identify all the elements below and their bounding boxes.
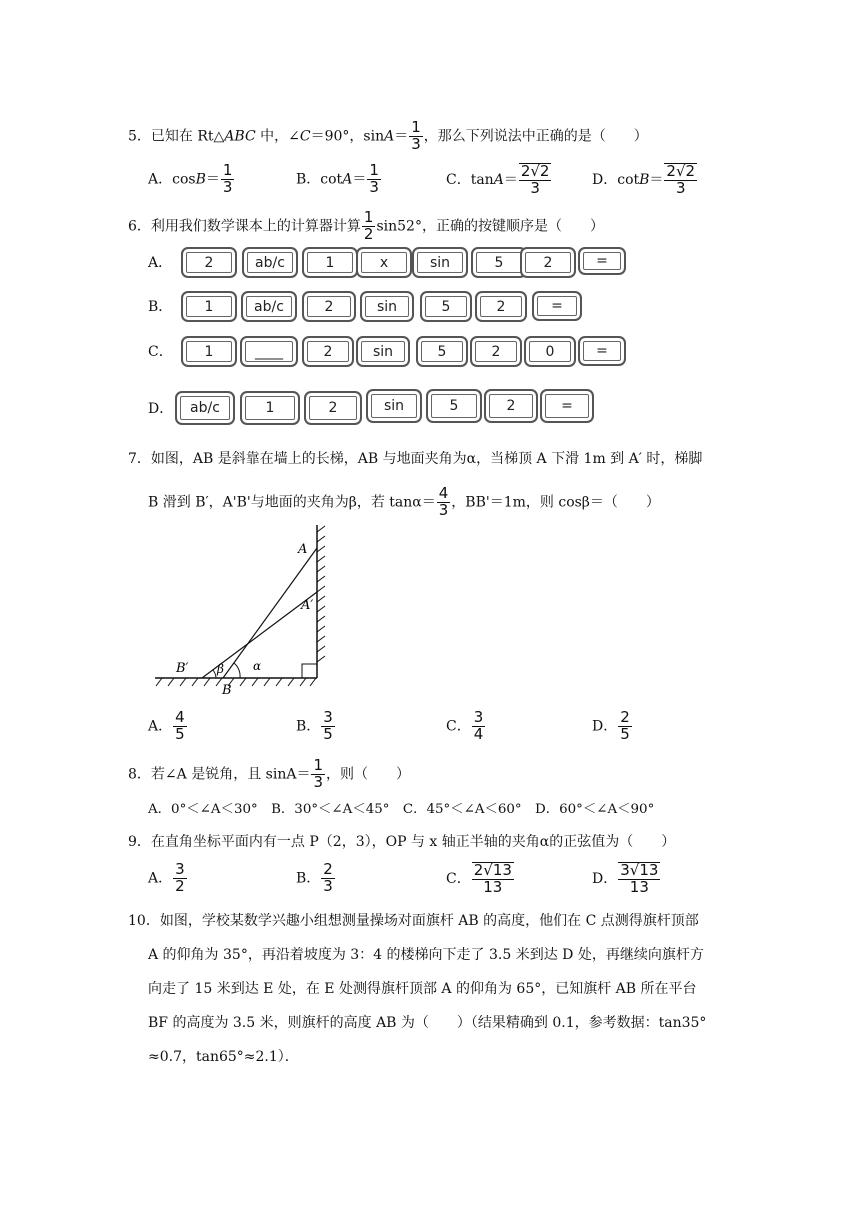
q7-stem-line1: 7．如图，AB 是斜靠在墙上的长梯，AB 与地面夹角为α，当梯顶 A 下滑 1m 到 A′ 时，梯脚 [128,451,703,467]
calc-key: = [578,247,626,275]
q5-option-d: D．cotB＝ $\frac{2√2}{3}$ [592,162,696,197]
q5-option-c: C．tanA＝ $\frac{2√2}{3}$ [446,162,550,197]
calc-key: 1 [181,336,237,367]
calc-key: sin [360,291,414,322]
label-a-prime: A′ [301,598,314,613]
calc-key: 2 [520,247,576,278]
calc-key: x [356,247,412,278]
q6-row-c-label: C． [148,344,173,360]
calc-key: 1 [240,391,300,425]
calc-key: 1 [302,247,358,278]
calc-key: 1 [181,291,237,322]
fraction: $\frac{1}{3}$ [411,118,421,153]
q7-option-d: D． $\frac{2}{5}$ [592,708,630,743]
calc-key: sin [412,247,468,278]
calc-key: 5 [426,389,482,423]
q10-line5: ≈0.7，tan65°≈2.1）． [148,1049,299,1065]
q5-stem: 5．已知在 Rt△ABC 中，∠C＝90°，sinA＝ $\frac{1}{3}$ ，那么下列说法中正确的是（ ） [128,118,648,153]
q9-stem: 9．在直角坐标平面内有一点 P（2，3），OP 与 x 轴正半轴的夹角α的正弦值为（ ） [128,834,676,850]
q7-option-b: B． $\frac{3}{5}$ [296,708,333,743]
calc-key: sin [356,336,410,367]
q9-option-a: A． $\frac{3}{2}$ [148,860,185,895]
calc-key: = [540,389,594,423]
q9-option-b: B． $\frac{2}{3}$ [296,860,333,895]
q6-row-d-label: D． [148,401,174,417]
label-alpha: α [253,659,262,673]
q10-line2: A 的仰角为 35°，再沿着坡度为 3：4 的楼梯向下走了 3.5 米到达 D 处，再继续向旗杆方 [148,947,704,963]
calc-key: 2 [181,247,237,278]
calc-key: 2 [484,389,538,423]
ladder-diagram [150,520,340,700]
calc-key: 2 [302,291,356,322]
q5-option-b: B．cotA＝ $\frac{1}{3}$ [296,161,379,196]
q10-line4: BF 的高度为 3.5 米，则旗杆的高度 AB 为（ ）（结果精确到 0.1，参考数据：tan35° [148,1015,707,1031]
calc-key: 2 [304,391,362,425]
label-b: B [222,683,232,698]
q5-option-a: A．cosB＝ $\frac{1}{3}$ [148,161,233,196]
calc-key: 2 [302,336,354,367]
calc-key: = [532,291,582,321]
calc-key: 2 [470,336,522,367]
q6-stem: 6．利用我们数学课本上的计算器计算 $\frac{1}{2}$ sin52°，正确的按键顺序是（ ） [128,208,604,243]
calc-key: = [578,336,626,366]
calc-key: ab/c [242,247,298,278]
calc-key: 0 [524,336,576,367]
q7-option-c: C． $\frac{3}{4}$ [446,708,484,743]
label-beta: β [217,662,224,676]
q7-stem-line2: B 滑到 B′，A'B'与地面的夹角为β，若 tanα＝ $\frac{4}{3}$ ，BB'＝1m，则 cosβ＝（ ） [148,484,660,519]
calc-key: 5 [420,291,472,322]
calc-key: 5 [416,336,468,367]
calc-key: sin [366,389,422,423]
q6-row-a-label: A． [148,255,173,271]
q8-stem: 8．若∠A 是锐角，且 sinA＝ $\frac{1}{3}$ ，则（ ） [128,756,410,791]
calc-key: ab/c [241,291,297,322]
label-b-prime: B′ [176,661,189,676]
calc-key: 5 [471,247,527,278]
calc-key: ab/c [175,391,235,425]
q9-option-c: C． $\frac{2√13}{13}$ [446,861,512,896]
q8-options: A．0°＜∠A＜30° B．30°＜∠A＜45° C．45°＜∠A＜60° D．60°＜∠A＜90° [148,802,655,817]
q10-line3: 向走了 15 米到达 E 处，在 E 处测得旗杆顶部 A 的仰角为 65°，已知旗杆 AB 所在平台 [148,981,697,997]
calc-key: 2 [475,291,527,322]
calc-key: ____ [240,336,298,367]
q7-option-a: A． $\frac{4}{5}$ [148,708,185,743]
q9-option-d: D． $\frac{3√13}{13}$ [592,861,659,896]
q10-line1: 10．如图，学校某数学兴趣小组想测量操场对面旗杆 AB 的高度，他们在 C 点测得旗杆顶部 [128,913,699,929]
q6-row-b-label: B． [148,299,173,315]
label-a: A [298,542,308,557]
